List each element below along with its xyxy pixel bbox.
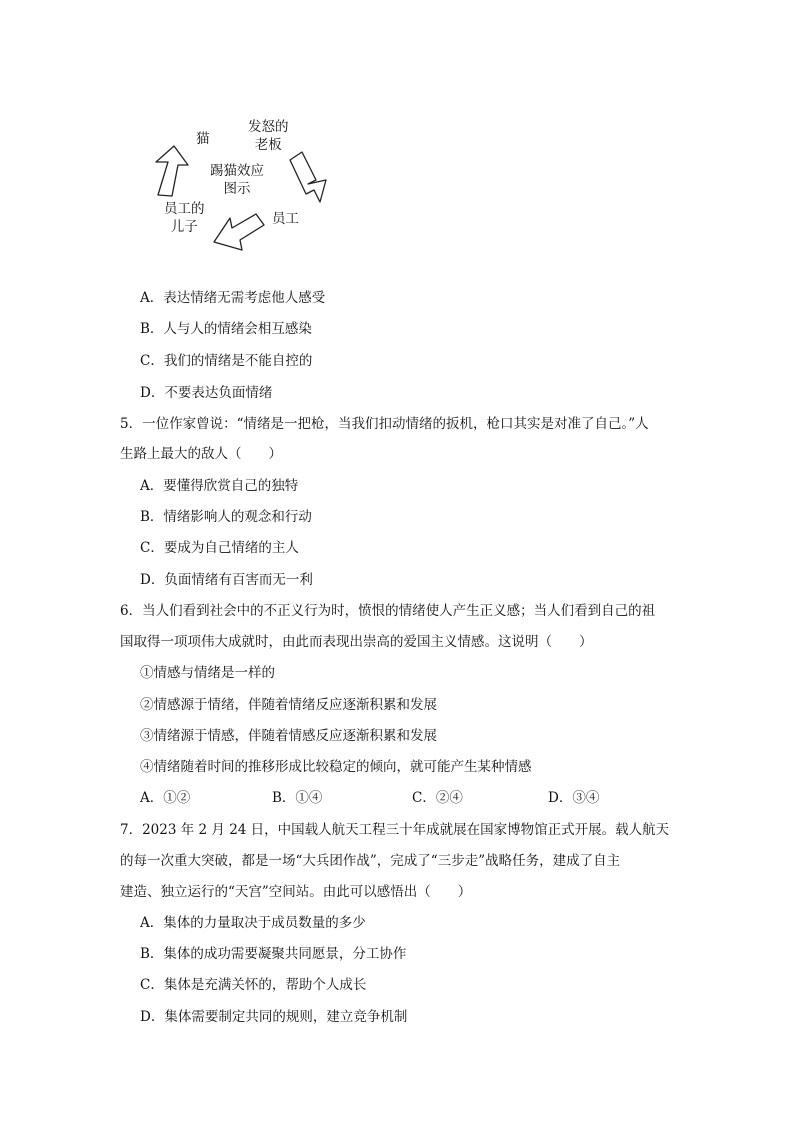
q6-option-d: D．③④ <box>548 790 600 806</box>
arrow-bottom-left-icon <box>214 214 264 250</box>
q5-option-c: C．要成为自己情绪的主人 <box>140 540 299 556</box>
q7-stem-line2: 的每一次重大突破，都是一场“大兵团作战”，完成了“三步走”战略任务，建成了自主 <box>120 853 621 869</box>
q4-option-c: C．我们的情绪是不能自控的 <box>140 353 313 369</box>
q6-statement-4: ④情绪随着时间的推移形成比较稳定的倾向，就可能产生某种情感 <box>140 759 532 775</box>
q7-option-a: A．集体的力量取决于成员数量的多少 <box>140 915 366 931</box>
q4-option-d: D．不要表达负面情绪 <box>140 385 273 401</box>
q6-option-c: C．②④ <box>412 790 463 806</box>
label-center-title: 踢猫效应 图示 <box>210 163 264 197</box>
label-angry-boss: 发怒的 老板 <box>248 119 289 153</box>
q7-option-d: D．集体需要制定共同的规则，建立竞争机制 <box>140 1009 408 1025</box>
arrow-right-down-icon <box>290 152 326 202</box>
q6-statement-2: ②情感源于情绪，伴随着情绪反应逐渐积累和发展 <box>140 697 437 713</box>
q5-stem-line2: 生路上最大的敌人（ ） <box>120 446 282 462</box>
q6-stem-line2: 国取得一项项伟大成就时，由此而表现出崇高的爱国主义情感。这说明（ ） <box>120 634 593 650</box>
q6-statement-3: ③情绪源于情感，伴随着情感反应逐渐积累和发展 <box>140 728 437 744</box>
label-employee: 员工 <box>272 211 299 227</box>
q6-option-b: B．①④ <box>272 790 323 806</box>
kick-cat-diagram <box>130 110 350 270</box>
q7-stem-line1: 7．2023 年 2 月 24 日，中国载人航天工程三十年成就展在国家博物馆正式开展。载人航天 <box>120 822 670 838</box>
q7-option-c: C．集体是充满关怀的，帮助个人成长 <box>140 977 367 993</box>
label-cat: 猫 <box>196 131 210 147</box>
q4-option-a: A．表达情绪无需考虑他人感受 <box>140 290 326 306</box>
q6-option-a: A．①② <box>140 790 191 806</box>
q4-option-b: B．人与人的情绪会相互感染 <box>140 321 312 337</box>
q7-option-b: B．集体的成功需要凝聚共同愿景，分工协作 <box>140 946 407 962</box>
arrow-up-left-icon <box>156 146 188 196</box>
q5-option-d: D．负面情绪有百害而无一利 <box>140 572 313 588</box>
q5-option-a: A．要懂得欣赏自己的独特 <box>140 478 299 494</box>
q6-statement-1: ①情感与情绪是一样的 <box>140 665 275 681</box>
label-employee-son: 员工的 儿子 <box>164 201 205 235</box>
q5-option-b: B．情绪影响人的观念和行动 <box>140 509 312 525</box>
q6-stem-line1: 6．当人们看到社会中的不正义行为时，愤恨的情绪使人产生正义感；当人们看到自己的祖 <box>120 603 656 619</box>
q5-stem-line1: 5．一位作家曾说：“情绪是一把枪，当我们扣动情绪的扳机，枪口其实是对准了自己。”人 <box>120 416 649 432</box>
q7-stem-line3: 建造、独立运行的“天宫”空间站。由此可以感悟出（ ） <box>120 884 472 900</box>
